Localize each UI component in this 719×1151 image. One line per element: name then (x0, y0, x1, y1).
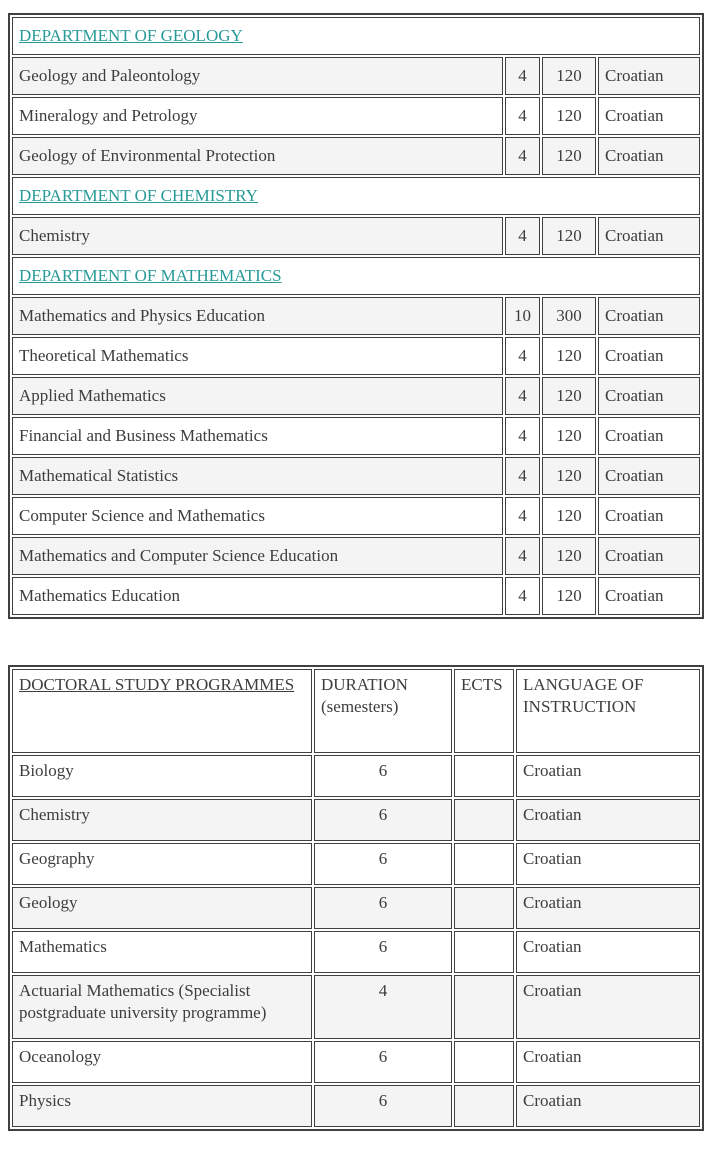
doctoral-row (12, 1041, 700, 1083)
doctoral-language-cell: Croatian (516, 1041, 700, 1083)
programme-name-cell: Mathematics and Computer Science Education (12, 537, 503, 575)
programme-name-cell: Mathematics and Physics Education (12, 297, 503, 335)
ects-cell: 300 (542, 297, 596, 335)
doctoral-ects-cell (454, 975, 514, 1039)
doctoral-header-ects: ECTS (454, 669, 514, 753)
programme-name-cell: Theoretical Mathematics (12, 337, 503, 375)
doctoral-name-cell: Chemistry (12, 799, 312, 841)
doctoral-duration-cell: 6 (314, 755, 452, 797)
doctoral-name-cell: Mathematics (12, 931, 312, 973)
department-cell (12, 17, 700, 55)
doctoral-duration-cell: 6 (314, 887, 452, 929)
doctoral-name-cell: Geography (12, 843, 312, 885)
doctoral-ects-cell (454, 755, 514, 797)
language-cell: Croatian (598, 577, 700, 615)
programmes-table-body (12, 17, 700, 615)
doctoral-language-cell: Croatian (516, 799, 700, 841)
duration-cell: 4 (505, 97, 540, 135)
doctoral-name-cell: Physics (12, 1085, 312, 1127)
language-cell: Croatian (598, 497, 700, 535)
ects-cell: 120 (542, 377, 596, 415)
duration-cell: 4 (505, 457, 540, 495)
duration-cell: 4 (505, 497, 540, 535)
duration-cell: 4 (505, 57, 540, 95)
programme-row (12, 537, 700, 575)
doctoral-duration-cell: 6 (314, 843, 452, 885)
doctoral-name-cell: Geology (12, 887, 312, 929)
duration-cell: 4 (505, 137, 540, 175)
doctoral-row (12, 931, 700, 973)
doctoral-row (12, 755, 700, 797)
doctoral-language-cell: Croatian (516, 931, 700, 973)
doctoral-language-cell: Croatian (516, 1085, 700, 1127)
language-cell: Croatian (598, 337, 700, 375)
doctoral-table-body (12, 755, 700, 1127)
programme-row (12, 377, 700, 415)
programme-row (12, 97, 700, 135)
language-cell: Croatian (598, 137, 700, 175)
department-row (12, 17, 700, 55)
doctoral-language-cell: Croatian (516, 755, 700, 797)
programme-name-cell: Mathematics Education (12, 577, 503, 615)
doctoral-language-cell: Croatian (516, 843, 700, 885)
programme-row (12, 137, 700, 175)
doctoral-header-programmes (12, 669, 312, 753)
language-cell: Croatian (598, 377, 700, 415)
duration-cell: 10 (505, 297, 540, 335)
ects-cell: 120 (542, 457, 596, 495)
department-cell (12, 257, 700, 295)
doctoral-ects-cell (454, 887, 514, 929)
doctoral-duration-cell: 6 (314, 799, 452, 841)
programme-name-cell: Geology of Environmental Protection (12, 137, 503, 175)
language-cell: Croatian (598, 217, 700, 255)
department-row (12, 177, 700, 215)
language-cell: Croatian (598, 297, 700, 335)
programme-name-cell: Geology and Paleontology (12, 57, 503, 95)
ects-cell: 120 (542, 497, 596, 535)
doctoral-header-duration: DURATION (semesters) (314, 669, 452, 753)
department-link[interactable]: DEPARTMENT OF MATHEMATICS (19, 266, 282, 285)
programme-row (12, 457, 700, 495)
ects-cell: 120 (542, 217, 596, 255)
programmes-table (8, 13, 704, 619)
department-cell (12, 177, 700, 215)
programme-name-cell: Financial and Business Mathematics (12, 417, 503, 455)
programme-name-cell: Chemistry (12, 217, 503, 255)
duration-cell: 4 (505, 537, 540, 575)
programme-name-cell: Applied Mathematics (12, 377, 503, 415)
programme-name-cell: Computer Science and Mathematics (12, 497, 503, 535)
doctoral-ects-cell (454, 1085, 514, 1127)
doctoral-header-row (12, 669, 700, 753)
doctoral-ects-cell (454, 931, 514, 973)
department-link[interactable]: DEPARTMENT OF CHEMISTRY (19, 186, 258, 205)
department-link[interactable]: DEPARTMENT OF GEOLOGY (19, 26, 243, 45)
doctoral-name-cell: Biology (12, 755, 312, 797)
doctoral-duration-cell: 6 (314, 1085, 452, 1127)
ects-cell: 120 (542, 337, 596, 375)
programme-row (12, 577, 700, 615)
language-cell: Croatian (598, 57, 700, 95)
ects-cell: 120 (542, 137, 596, 175)
doctoral-language-cell: Croatian (516, 887, 700, 929)
language-cell: Croatian (598, 457, 700, 495)
language-cell: Croatian (598, 537, 700, 575)
programme-row (12, 337, 700, 375)
ects-cell: 120 (542, 57, 596, 95)
programme-row (12, 57, 700, 95)
programme-row (12, 497, 700, 535)
ects-cell: 120 (542, 417, 596, 455)
programme-row (12, 417, 700, 455)
doctoral-ects-cell (454, 799, 514, 841)
language-cell: Croatian (598, 97, 700, 135)
department-row (12, 257, 700, 295)
programme-name-cell: Mineralogy and Petrology (12, 97, 503, 135)
ects-cell: 120 (542, 537, 596, 575)
doctoral-row (12, 1085, 700, 1127)
duration-cell: 4 (505, 377, 540, 415)
doctoral-language-cell: Croatian (516, 975, 700, 1039)
duration-cell: 4 (505, 417, 540, 455)
doctoral-row (12, 887, 700, 929)
doctoral-duration-cell: 6 (314, 1041, 452, 1083)
doctoral-duration-cell: 4 (314, 975, 452, 1039)
doctoral-duration-cell: 6 (314, 931, 452, 973)
doctoral-row (12, 799, 700, 841)
doctoral-name-cell: Oceanology (12, 1041, 312, 1083)
ects-cell: 120 (542, 577, 596, 615)
doctoral-name-cell: Actuarial Mathematics (Specialist postgraduate university programme) (12, 975, 312, 1039)
duration-cell: 4 (505, 337, 540, 375)
language-cell: Croatian (598, 417, 700, 455)
doctoral-table (8, 665, 704, 1131)
programme-row (12, 297, 700, 335)
doctoral-header-language: LANGUAGE OF INSTRUCTION (516, 669, 700, 753)
duration-cell: 4 (505, 577, 540, 615)
ects-cell: 120 (542, 97, 596, 135)
doctoral-row (12, 843, 700, 885)
doctoral-ects-cell (454, 843, 514, 885)
doctoral-row (12, 975, 700, 1039)
doctoral-ects-cell (454, 1041, 514, 1083)
programme-name-cell: Mathematical Statistics (12, 457, 503, 495)
programme-row (12, 217, 700, 255)
doctoral-header-programmes-label: DOCTORAL STUDY PROGRAMMES (19, 675, 295, 694)
duration-cell: 4 (505, 217, 540, 255)
